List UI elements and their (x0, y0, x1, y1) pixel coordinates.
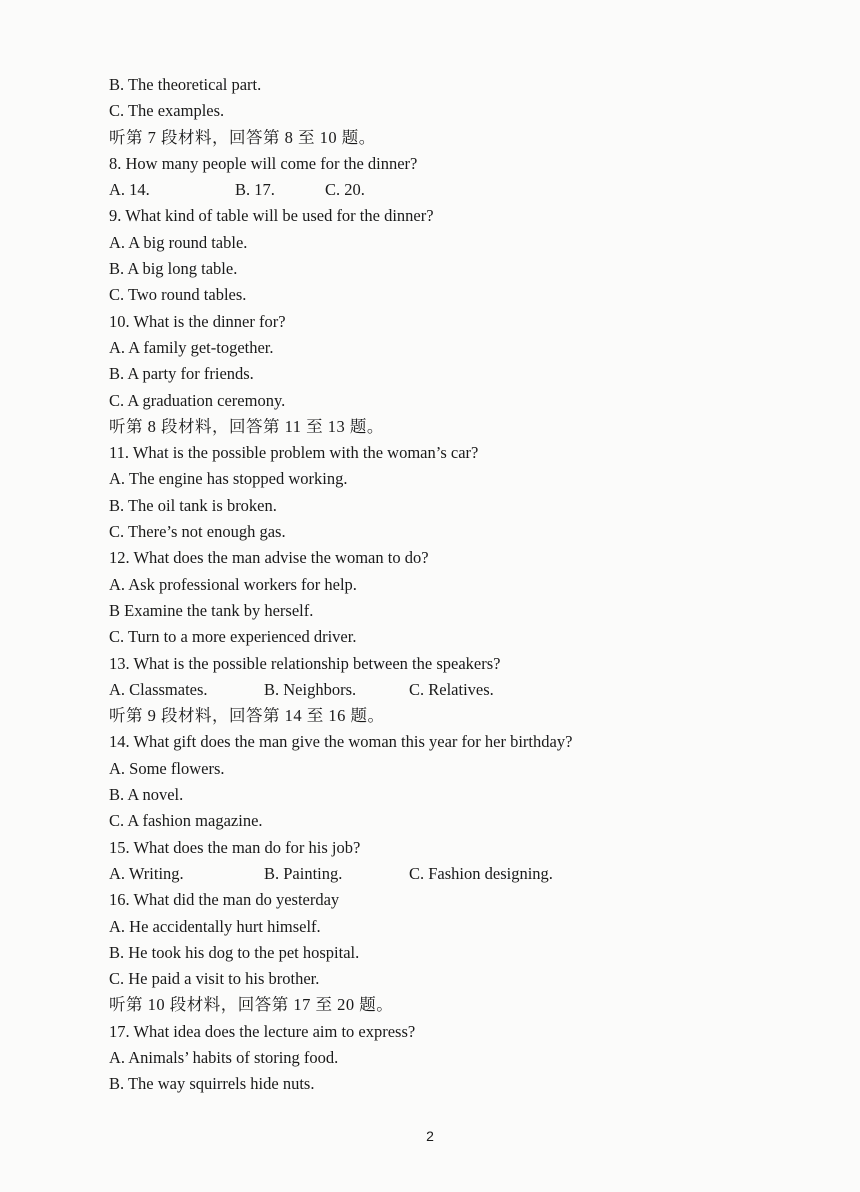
option-line: C. There’s not enough gas. (109, 522, 286, 542)
question-line: 15. What does the man do for his job? (109, 837, 361, 857)
option-line: A. A family get-together. (109, 337, 274, 357)
question-line: 14. What gift does the man give the woman this year for her birthday? (109, 732, 573, 752)
option-b: B. Neighbors. (264, 679, 357, 699)
option-c: C. Relatives. (409, 679, 494, 699)
option-a: A. 14. (109, 180, 150, 200)
section-heading: 听第 7 段材料，回答第 8 至 10 题。 (109, 127, 376, 147)
question-line: 8. How many people will come for the dinner? (109, 153, 418, 173)
option-line: A. Ask professional workers for help. (109, 574, 357, 594)
option-line: A. A big round table. (109, 232, 248, 252)
option-line: B. The way squirrels hide nuts. (109, 1074, 315, 1094)
option-line: B. A party for friends. (109, 364, 254, 384)
option-line: B. The oil tank is broken. (109, 495, 277, 515)
option-line: B. The theoretical part. (109, 75, 262, 94)
option-line: C. Turn to a more experienced driver. (109, 627, 357, 647)
question-line: 11. What is the possible problem with the woman’s car? (109, 443, 479, 463)
option-line: A. He accidentally hurt himself. (109, 916, 321, 936)
question-line: 10. What is the dinner for? (109, 311, 286, 331)
section-heading: 听第 8 段材料，回答第 11 至 13 题。 (109, 416, 384, 436)
option-a: A. Classmates. (109, 679, 208, 699)
question-line: 9. What kind of table will be used for the dinner? (109, 206, 434, 226)
question-line: 12. What does the man advise the woman to do? (109, 548, 429, 568)
question-line: 17. What idea does the lecture aim to express? (109, 1021, 416, 1041)
option-line: A. Animals’ habits of storing food. (109, 1047, 339, 1067)
inline-options (109, 677, 729, 703)
question-list (109, 72, 729, 1098)
option-line: C. A fashion magazine. (109, 811, 263, 831)
section-heading: 听第 10 段材料，回答第 17 至 20 题。 (109, 995, 394, 1015)
question-line: 13. What is the possible relationship between the speakers? (109, 653, 501, 673)
option-line: C. The examples. (109, 101, 225, 121)
option-c: C. 20. (325, 180, 365, 200)
option-line: C. Two round tables. (109, 285, 247, 305)
page-number: 2 (426, 1128, 434, 1144)
option-line: B. A novel. (109, 785, 184, 805)
option-line: B. A big long table. (109, 259, 238, 279)
option-a: A. Writing. (109, 863, 184, 883)
section-heading: 听第 9 段材料，回答第 14 至 16 题。 (109, 706, 385, 726)
inline-options (109, 177, 729, 203)
option-line: A. Some flowers. (109, 758, 225, 778)
inline-options (109, 861, 729, 887)
question-line: 16. What did the man do yesterday (109, 890, 340, 910)
option-line: B Examine the tank by herself. (109, 600, 314, 620)
option-line: A. The engine has stopped working. (109, 469, 348, 489)
option-b: B. 17. (235, 180, 275, 200)
option-line: B. He took his dog to the pet hospital. (109, 942, 360, 962)
option-b: B. Painting. (264, 863, 343, 883)
option-line: C. He paid a visit to his brother. (109, 969, 320, 989)
option-line: C. A graduation ceremony. (109, 390, 286, 410)
option-c: C. Fashion designing. (409, 863, 553, 883)
